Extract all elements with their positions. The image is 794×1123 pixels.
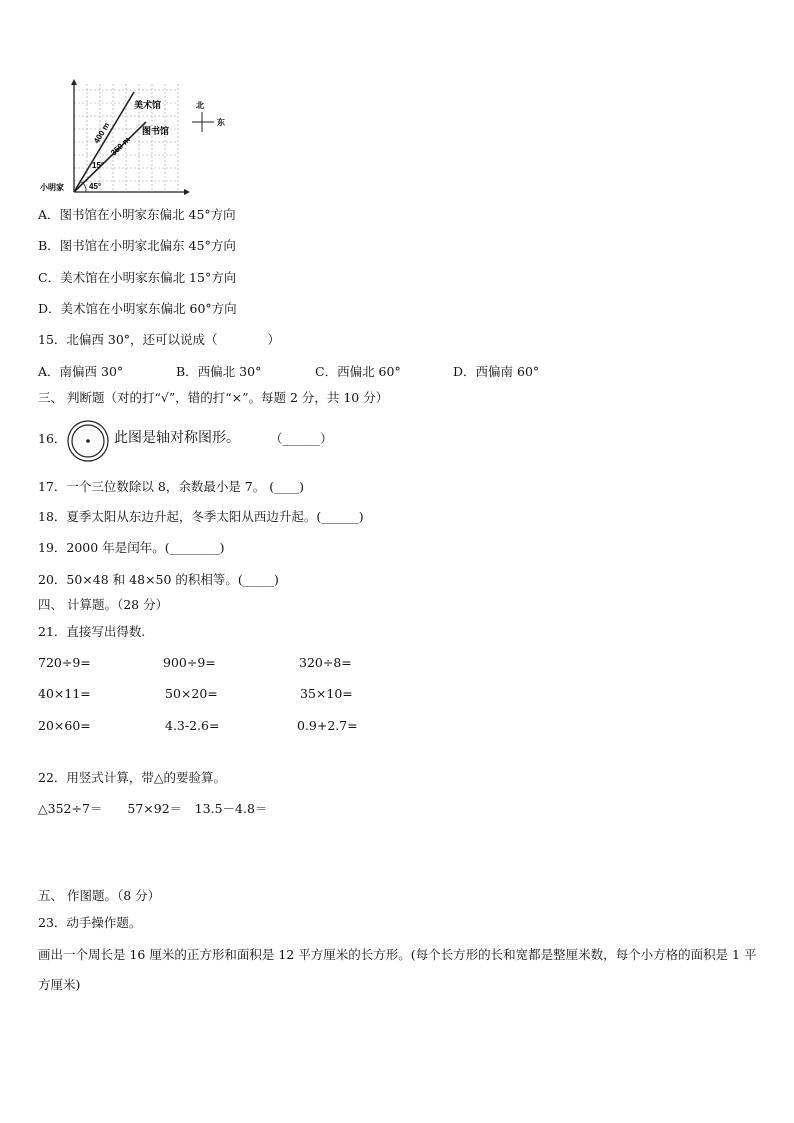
q16-text: 此图是轴对称图形。 — [114, 430, 240, 446]
q15-option-d: D．西偏南 60° — [453, 364, 540, 379]
calc-item: 900÷9= — [163, 655, 216, 670]
label-home: 小明家 — [40, 183, 64, 192]
q16-number: 16． — [38, 431, 67, 446]
calc-item: 0.9+2.7= — [297, 718, 358, 733]
q14-option-b: B．图书馆在小明家北偏东 45°方向 — [38, 238, 236, 253]
q14-option-a: A．图书馆在小明家东偏北 45°方向 — [38, 207, 236, 222]
label-dist-library: 350 m — [109, 135, 132, 158]
concentric-circles-figure — [63, 419, 113, 463]
compass-icon — [192, 112, 214, 132]
q23-stem: 23．动手操作题。 — [38, 915, 142, 930]
q14-option-d: D．美术馆在小明家东偏北 60°方向 — [38, 301, 237, 316]
q15-option-a: A．南偏西 30° — [38, 364, 124, 379]
label-art-museum: 美术馆 — [134, 100, 162, 110]
section-5-heading: 五、 作图题。（8 分） — [38, 888, 161, 903]
q15-option-c: C．西偏北 60° — [315, 364, 401, 379]
label-angle-45: 45° — [89, 182, 102, 191]
q21-stem: 21．直接写出得数. — [38, 624, 146, 639]
q16-answer-blank: （______） — [270, 431, 333, 446]
east-axis-arrow — [184, 189, 190, 195]
q22-expressions: △352÷7＝ 57×92＝ 13.5－4.8＝ — [38, 801, 268, 816]
direction-diagram — [38, 76, 238, 198]
calc-item: 20×60= — [38, 718, 91, 733]
label-dist-art: 400 m — [91, 120, 112, 146]
q15-stem: 15．北偏西 30°，还可以说成（ ） — [38, 332, 281, 347]
q20: 20．50×48 和 48×50 的积相等。(_____) — [38, 572, 279, 587]
q17: 17．一个三位数除以 8，余数最小是 7。 (____) — [38, 479, 304, 494]
section-3-heading: 三、 判断题（对的打“√”，错的打“×”。每题 2 分，共 10 分） — [38, 390, 389, 405]
label-library: 图书馆 — [142, 126, 170, 136]
label-north: 北 — [196, 101, 204, 110]
q22-stem: 22．用竖式计算，带△的要验算。 — [38, 770, 227, 785]
q15-option-b: B．西偏北 30° — [176, 364, 262, 379]
calc-item: 35×10= — [300, 686, 353, 701]
calc-item: 320÷8= — [299, 655, 352, 670]
north-axis-arrow — [71, 79, 77, 85]
calc-item: 40×11= — [38, 686, 91, 701]
q14-option-c: C．美术馆在小明家东偏北 15°方向 — [38, 270, 237, 285]
angle-arc-45 — [83, 183, 86, 192]
section-4-heading: 四、 计算题。（28 分） — [38, 597, 169, 612]
calc-item: 720÷9= — [38, 655, 91, 670]
label-angle-15: 15° — [92, 161, 105, 170]
q23-text: 画出一个周长是 16 厘米的正方形和面积是 12 平方厘米的长方形。(每个长方形的长和宽都是整厘米数，每个小方格的面积是 1 平方厘米) — [38, 947, 757, 992]
q19: 19．2000 年是闰年。(________) — [38, 540, 225, 555]
label-east: 东 — [217, 118, 225, 127]
calc-item: 4.3-2.6= — [165, 718, 220, 733]
q18: 18．夏季太阳从东边升起，冬季太阳从西边升起。(______) — [38, 509, 364, 524]
calc-item: 50×20= — [165, 686, 218, 701]
